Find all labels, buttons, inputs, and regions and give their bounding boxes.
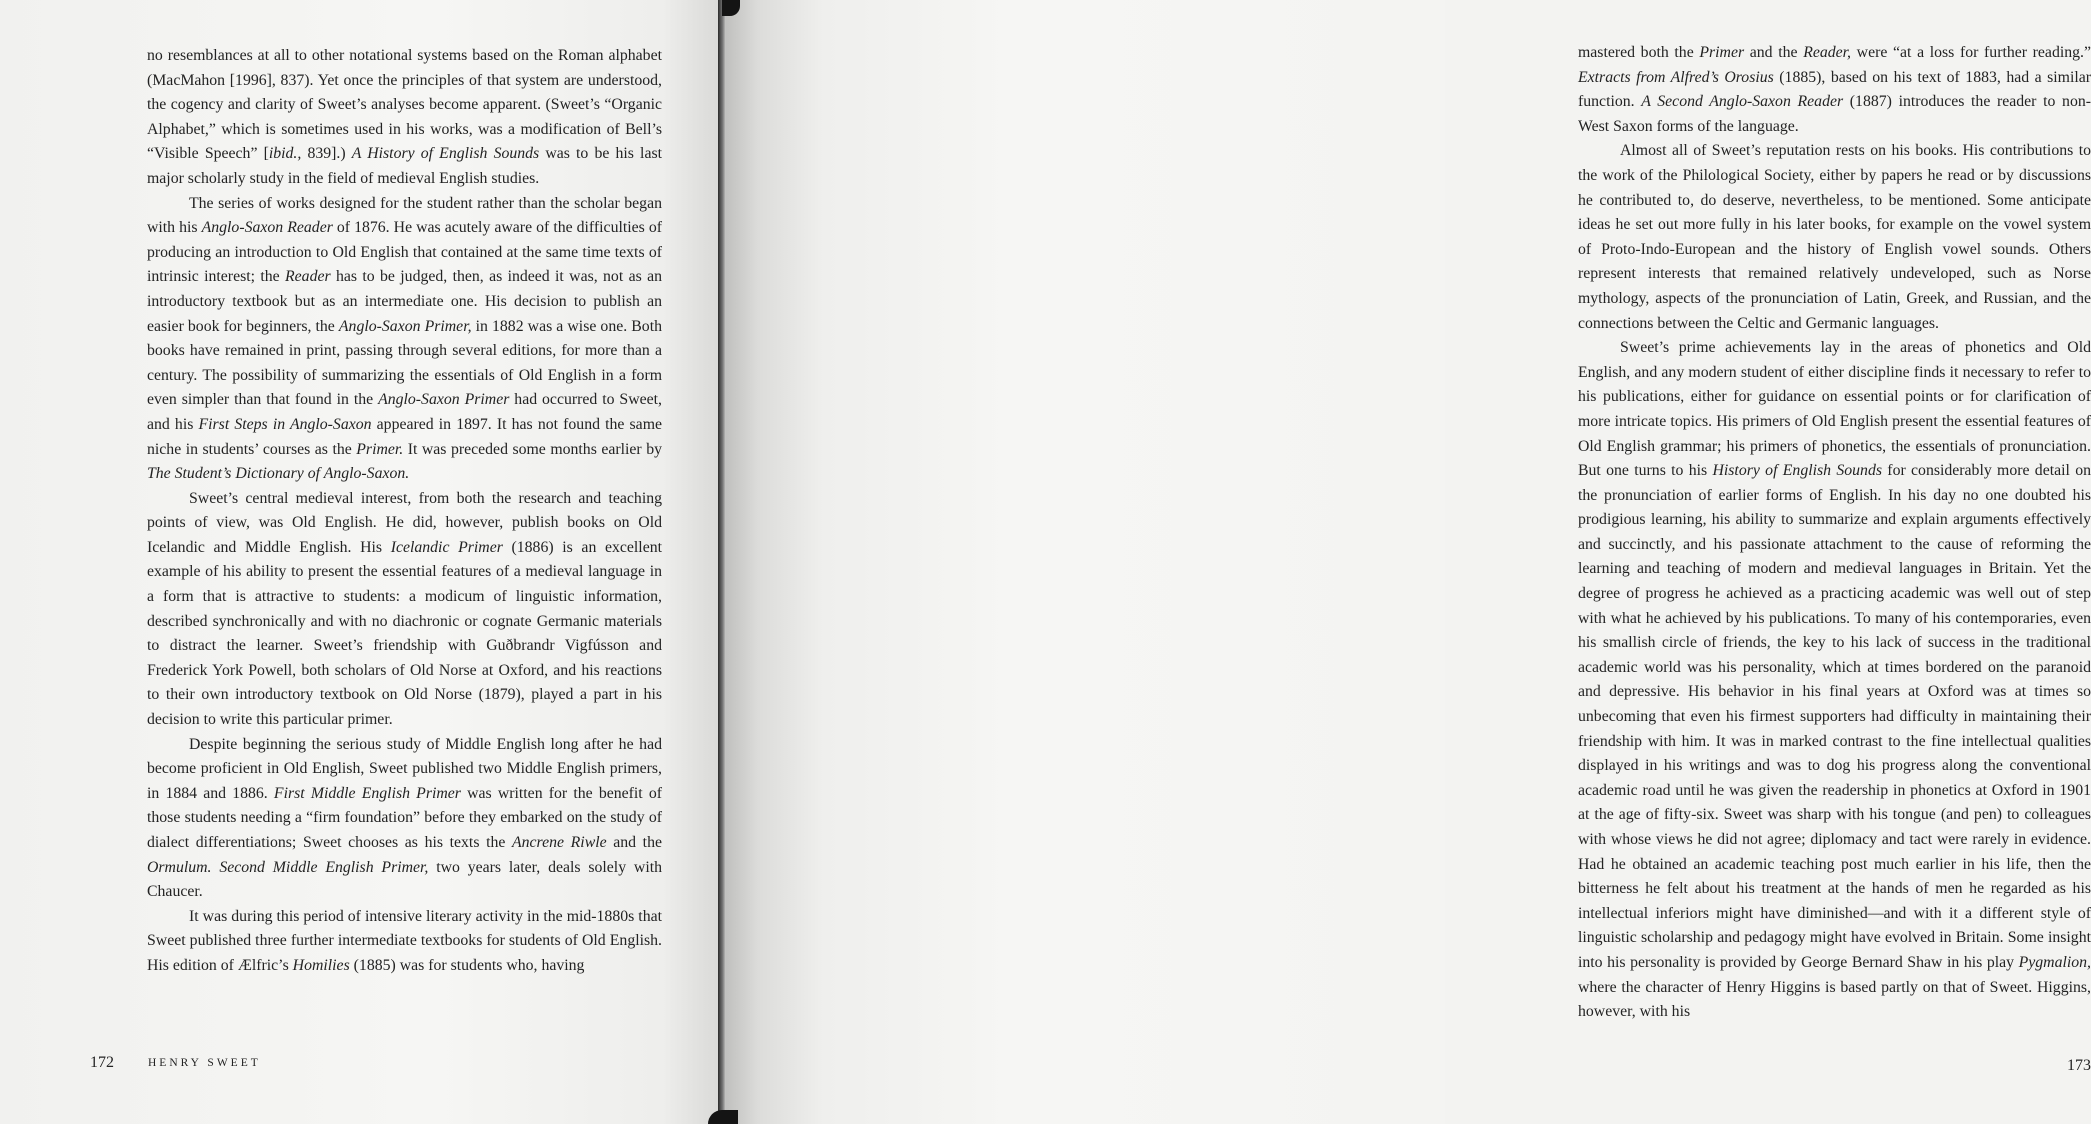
right-paragraph: Sweet’s prime achievements lay in the areas of phonetics and Old English, and any modern student of either discipline finds it necessary to refer to his publications, either for guidance on essential points or for clarification of more intricate topics. His primers of Old English present the essential features of Old English grammar; his primers of phonetics, the essentials of pronunciation. But one turns to his History of English Sounds for considerably more detail on the pronunciation of earlier forms of English. In his day no one doubted his prodigious learning, his ability to summarize and explain arguments effectively and succinctly, and his passionate attachment to the cause of reforming the learning and teaching of modern and medieval languages in Britain. Yet the degree of progress he achieved as a practicing academic was well out of step with what he achieved by his publications. To many of his contemporaries, even his smallish circle of friends, the key to his lack of success in the traditional academic world was his personality, which at times bordered on the paranoid and depressive. His behavior in his final years at Oxford was at times so unbecoming that even his firmest supporters had difficulty in maintaining their friendship with him. It was in marked contrast to the fine intellectual qualities displayed in his writings and was to dog his progress along the conventional academic road until he was given the readership in phonetics at Oxford in 1901 at the age of fifty-six. Sweet was sharp with his tongue (and pen) to colleagues with whose views he did not agree; diplomacy and tact were rarely in evidence. Had he obtained an academic teaching post much earlier in his life, then the bitterness he felt about his treatment at the hands of men he regarded as his intellectual inferiors might have diminished—and with it a different style of linguistic scholarship and pedagogy might have evolved in Britain. Some insight into his personality is provided by George Bernard Shaw in his play Pygmalion, where the character of Henry Higgins is based partly on that of Sweet. Higgins, however, with his [1578, 339, 2091, 1021]
gutter-shadow-bottom [708, 1110, 738, 1124]
left-page-body [147, 44, 662, 979]
book-gutter [718, 0, 726, 1124]
left-paragraph: Despite beginning the serious study of Middle English long after he had become proficient in Old English, Sweet published two Middle English primers, in 1884 and 1886. First Middle English Primer was written for the benefit of those students needing a “firm foundation” before they embarked on the study of dialect differentiations; Sweet chooses as his texts the Ancrene Riwle and the Ormulum. Second Middle English Primer, two years later, deals solely with Chaucer. [147, 735, 663, 901]
left-paragraph: Sweet’s central medieval interest, from both the research and teaching points of view, was Old English. He did, however, publish books on Old Icelandic and Middle English. His Icelandic Primer (1886) is an excellent example of his ability to present the essential features of a medieval language in a form that is attractive to students: a modicum of linguistic information, described synchronically and with no diachronic or cognate Germanic materials to distract the learner. Sweet’s friendship with Guðbrandr Vigfússon and Frederick York Powell, both scholars of Old Norse at Oxford, and his reactions to their own introductory textbook on Old Norse (1879), played a part in his decision to write this particular primer. [147, 489, 662, 729]
right-page-body [1578, 41, 2091, 1025]
right-paragraph: mastered both the Primer and the Reader, were “at a loss for further reading.” Extracts from Alfred’s Orosius (1885), based on his text of 1883, had a similar function. A Second Anglo-Saxon Reader (1887) introduces the reader to non-West Saxon forms of the language. [1578, 44, 2091, 135]
right-paragraph: Almost all of Sweet’s reputation rests on his books. His contributions to the work of the Philological Society, either by papers he read or by discussions he contributed to, do deserve, nevertheless, to be mentioned. Some anticipate ideas he set out more fully in his later books, for example on the vowel system of Proto-Indo-European and the history of English vowel sounds. Others represent interests that remained relatively undeveloped, such as Norse mythology, aspects of the pronunciation of Latin, Greek, and Russian, and the connections between the Celtic and Germanic languages. [1578, 142, 2091, 332]
left-paragraph: It was during this period of intensive literary activity in the mid-1880s that Sweet published three further intermediate textbooks for students of Old English. His edition of Ælfric’s Homilies (1885) was for students who, having [147, 907, 662, 974]
left-paragraph: The series of works designed for the student rather than the scholar began with his Anglo-Saxon Reader of 1876. He was acutely aware of the difficulties of producing an introduction to Old English that contained at the same time texts of intrinsic interest; the Reader has to be judged, then, as indeed it was, not as an introductory textbook but as an intermediate one. His decision to publish an easier book for beginners, the Anglo-Saxon Primer, in 1882 was a wise one. Both books have remained in print, passing through several editions, for more than a century. The possibility of summarizing the essentials of Old English in a form even simpler than that found in the Anglo-Saxon Primer had occurred to Sweet, and his First Steps in Anglo-Saxon appeared in 1897. It has not found the same niche in students’ courses as the Primer. It was preceded some months earlier by The Student’s Dictionary of Anglo-Saxon. [147, 194, 662, 483]
running-head: HENRY SWEET [148, 1057, 261, 1069]
right-page [722, 0, 2091, 1124]
left-page [0, 0, 720, 1124]
right-page-number: 173 [2067, 1057, 2091, 1074]
left-paragraph: no resemblances at all to other notational systems based on the Roman alphabet (MacMahon [1996], 837). Yet once the principles of that system are understood, the cogency and clarity of Sweet’s analyses become apparent. (Sweet’s “Organic Alphabet,” which is sometimes used in his works, was a modification of Bell’s “Visible Speech” [ibid., 839].) A History of English Sounds was to be his last major scholarly study in the field of medieval English studies. [147, 47, 662, 187]
left-page-number: 172 [90, 1054, 114, 1071]
